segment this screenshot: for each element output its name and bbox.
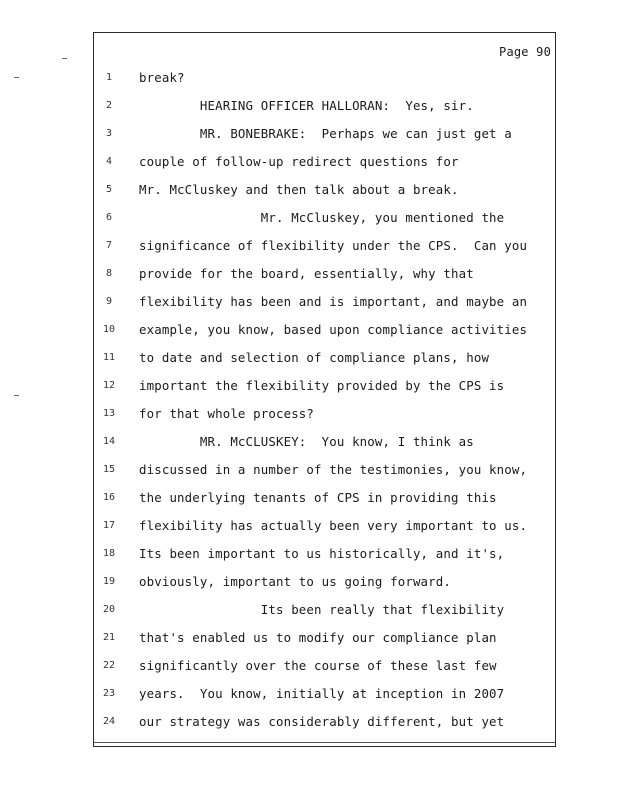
transcript-page	[93, 32, 556, 747]
line-text: to date and selection of compliance plans, how	[139, 350, 490, 365]
transcript-line	[94, 434, 557, 454]
line-text: couple of follow-up redirect questions for	[139, 154, 459, 169]
transcript-line	[94, 462, 557, 482]
transcript-line	[94, 210, 557, 230]
line-text: years. You know, initially at inception in 2007	[139, 686, 505, 701]
line-number: 1	[105, 72, 113, 83]
line-number: 16	[102, 492, 116, 503]
transcript-line	[94, 126, 557, 146]
line-text: HEARING OFFICER HALLORAN: Yes, sir.	[139, 98, 474, 113]
line-number: 22	[102, 660, 116, 671]
line-number: 23	[102, 688, 116, 699]
line-number: 4	[105, 156, 113, 167]
transcript-line	[94, 574, 557, 594]
line-number: 15	[102, 464, 116, 475]
page-number: Page 90	[499, 45, 551, 59]
line-number: 2	[105, 100, 113, 111]
line-number: 3	[105, 128, 113, 139]
line-text: Its been important to us historically, and it's,	[139, 546, 505, 561]
transcript-line	[94, 182, 557, 202]
line-text: significance of flexibility under the CPS. Can you	[139, 238, 528, 253]
transcript-line	[94, 490, 557, 510]
line-number: 14	[102, 436, 116, 447]
line-number: 6	[105, 212, 113, 223]
line-number: 11	[102, 352, 116, 363]
line-text: the underlying tenants of CPS in providing this	[139, 490, 497, 505]
line-text: break?	[139, 70, 185, 85]
transcript-line	[94, 266, 557, 286]
line-text: that's enabled us to modify our compliance plan	[139, 630, 497, 645]
transcript-line	[94, 602, 557, 622]
line-number: 5	[105, 184, 113, 195]
transcript-line	[94, 714, 557, 734]
line-number: 19	[102, 576, 116, 587]
scan-margin-mark	[14, 77, 19, 78]
line-number: 18	[102, 548, 116, 559]
transcript-line	[94, 518, 557, 538]
transcript-line	[94, 378, 557, 398]
line-text: flexibility has actually been very important to us.	[139, 518, 528, 533]
transcript-line	[94, 238, 557, 258]
line-text: Mr. McCluskey and then talk about a break.	[139, 182, 459, 197]
transcript-line	[94, 154, 557, 174]
line-text: for that whole process?	[139, 406, 315, 421]
line-number: 17	[102, 520, 116, 531]
transcript-line	[94, 546, 557, 566]
line-text: MR. McCLUSKEY: You know, I think as	[139, 434, 474, 449]
transcript-line	[94, 658, 557, 678]
line-number: 21	[102, 632, 116, 643]
transcript-line	[94, 686, 557, 706]
line-number: 10	[102, 324, 116, 335]
transcript-line	[94, 350, 557, 370]
transcript-line	[94, 294, 557, 314]
transcript-line	[94, 98, 557, 118]
transcript-line	[94, 322, 557, 342]
line-text: Mr. McCluskey, you mentioned the	[139, 210, 505, 225]
line-number: 9	[105, 296, 113, 307]
transcript-line	[94, 406, 557, 426]
scan-margin-mark	[14, 395, 19, 396]
line-text: discussed in a number of the testimonies, you know,	[139, 462, 528, 477]
line-text: our strategy was considerably different, but yet	[139, 714, 505, 729]
line-text: important the flexibility provided by the CPS is	[139, 378, 505, 393]
line-number: 24	[102, 716, 116, 727]
line-text: Its been really that flexibility	[139, 602, 505, 617]
scan-margin-mark	[62, 58, 67, 59]
line-text: significantly over the course of these last few	[139, 658, 497, 673]
line-number: 13	[102, 408, 116, 419]
transcript-line	[94, 70, 557, 90]
line-text: MR. BONEBRAKE: Perhaps we can just get a	[139, 126, 512, 141]
line-number: 12	[102, 380, 116, 391]
line-text: provide for the board, essentially, why that	[139, 266, 474, 281]
line-text: flexibility has been and is important, and maybe an	[139, 294, 528, 309]
line-number: 7	[105, 240, 113, 251]
line-number: 20	[102, 604, 116, 615]
line-number: 8	[105, 268, 113, 279]
line-text: obviously, important to us going forward.	[139, 574, 452, 589]
transcript-line	[94, 630, 557, 650]
line-text: example, you know, based upon compliance activities	[139, 322, 528, 337]
